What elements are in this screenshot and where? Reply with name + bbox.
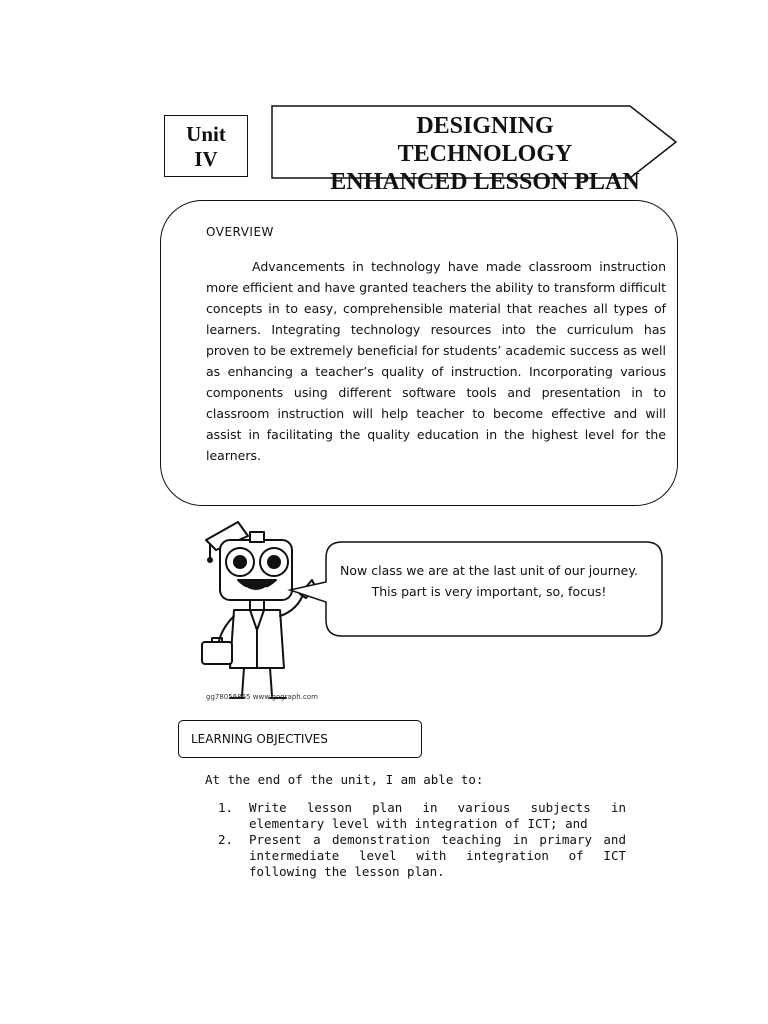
unit-label-box — [164, 115, 248, 177]
objective-text: Write lesson plan in various subjects in elementary level with integration of ICT; and — [249, 800, 626, 831]
speech-bubble-text: Now class we are at the last unit of our journey. This part is very important, so, focus! — [340, 563, 638, 599]
page-title — [280, 112, 690, 196]
objective-item — [218, 832, 626, 880]
learning-objectives-heading: LEARNING OBJECTIVES — [178, 720, 422, 758]
objective-text: Present a demonstration teaching in primary and intermediate level with integration of ICT following the lesson plan. — [249, 832, 626, 879]
title-line-1: DESIGNING — [416, 113, 554, 139]
objective-number: 1. — [218, 800, 234, 815]
overview-paragraph: Advancements in technology have made classroom instruction more efficient and have granted teachers the ability to transform difficult concepts in to easy, comprehensible material that reaches all types of learners. Integrating technology resources into the curriculum has proven to be extremely beneficial for students’ academic success as well as enhancing a teacher’s quality of instruction. Incorporating various components using different software tools and presentation in to classroom instruction will help teacher to become effective and will assist in facilitating the quality education in the highest level for the learners. — [206, 259, 666, 463]
objective-number: 2. — [218, 832, 234, 847]
overview-heading: OVERVIEW — [206, 225, 274, 239]
objectives-intro: At the end of the unit, I am able to: — [205, 772, 484, 787]
illustration-caption: gg78056865 www.gograph.com — [206, 693, 318, 701]
title-line-3: ENHANCED LESSON PLAN — [330, 169, 640, 195]
objective-item — [218, 800, 626, 832]
title-line-2: TECHNOLOGY — [397, 141, 573, 167]
unit-number: IV — [194, 147, 218, 171]
title-arrow-banner — [270, 104, 678, 195]
unit-word: Unit — [186, 122, 226, 146]
objectives-list — [218, 800, 626, 880]
